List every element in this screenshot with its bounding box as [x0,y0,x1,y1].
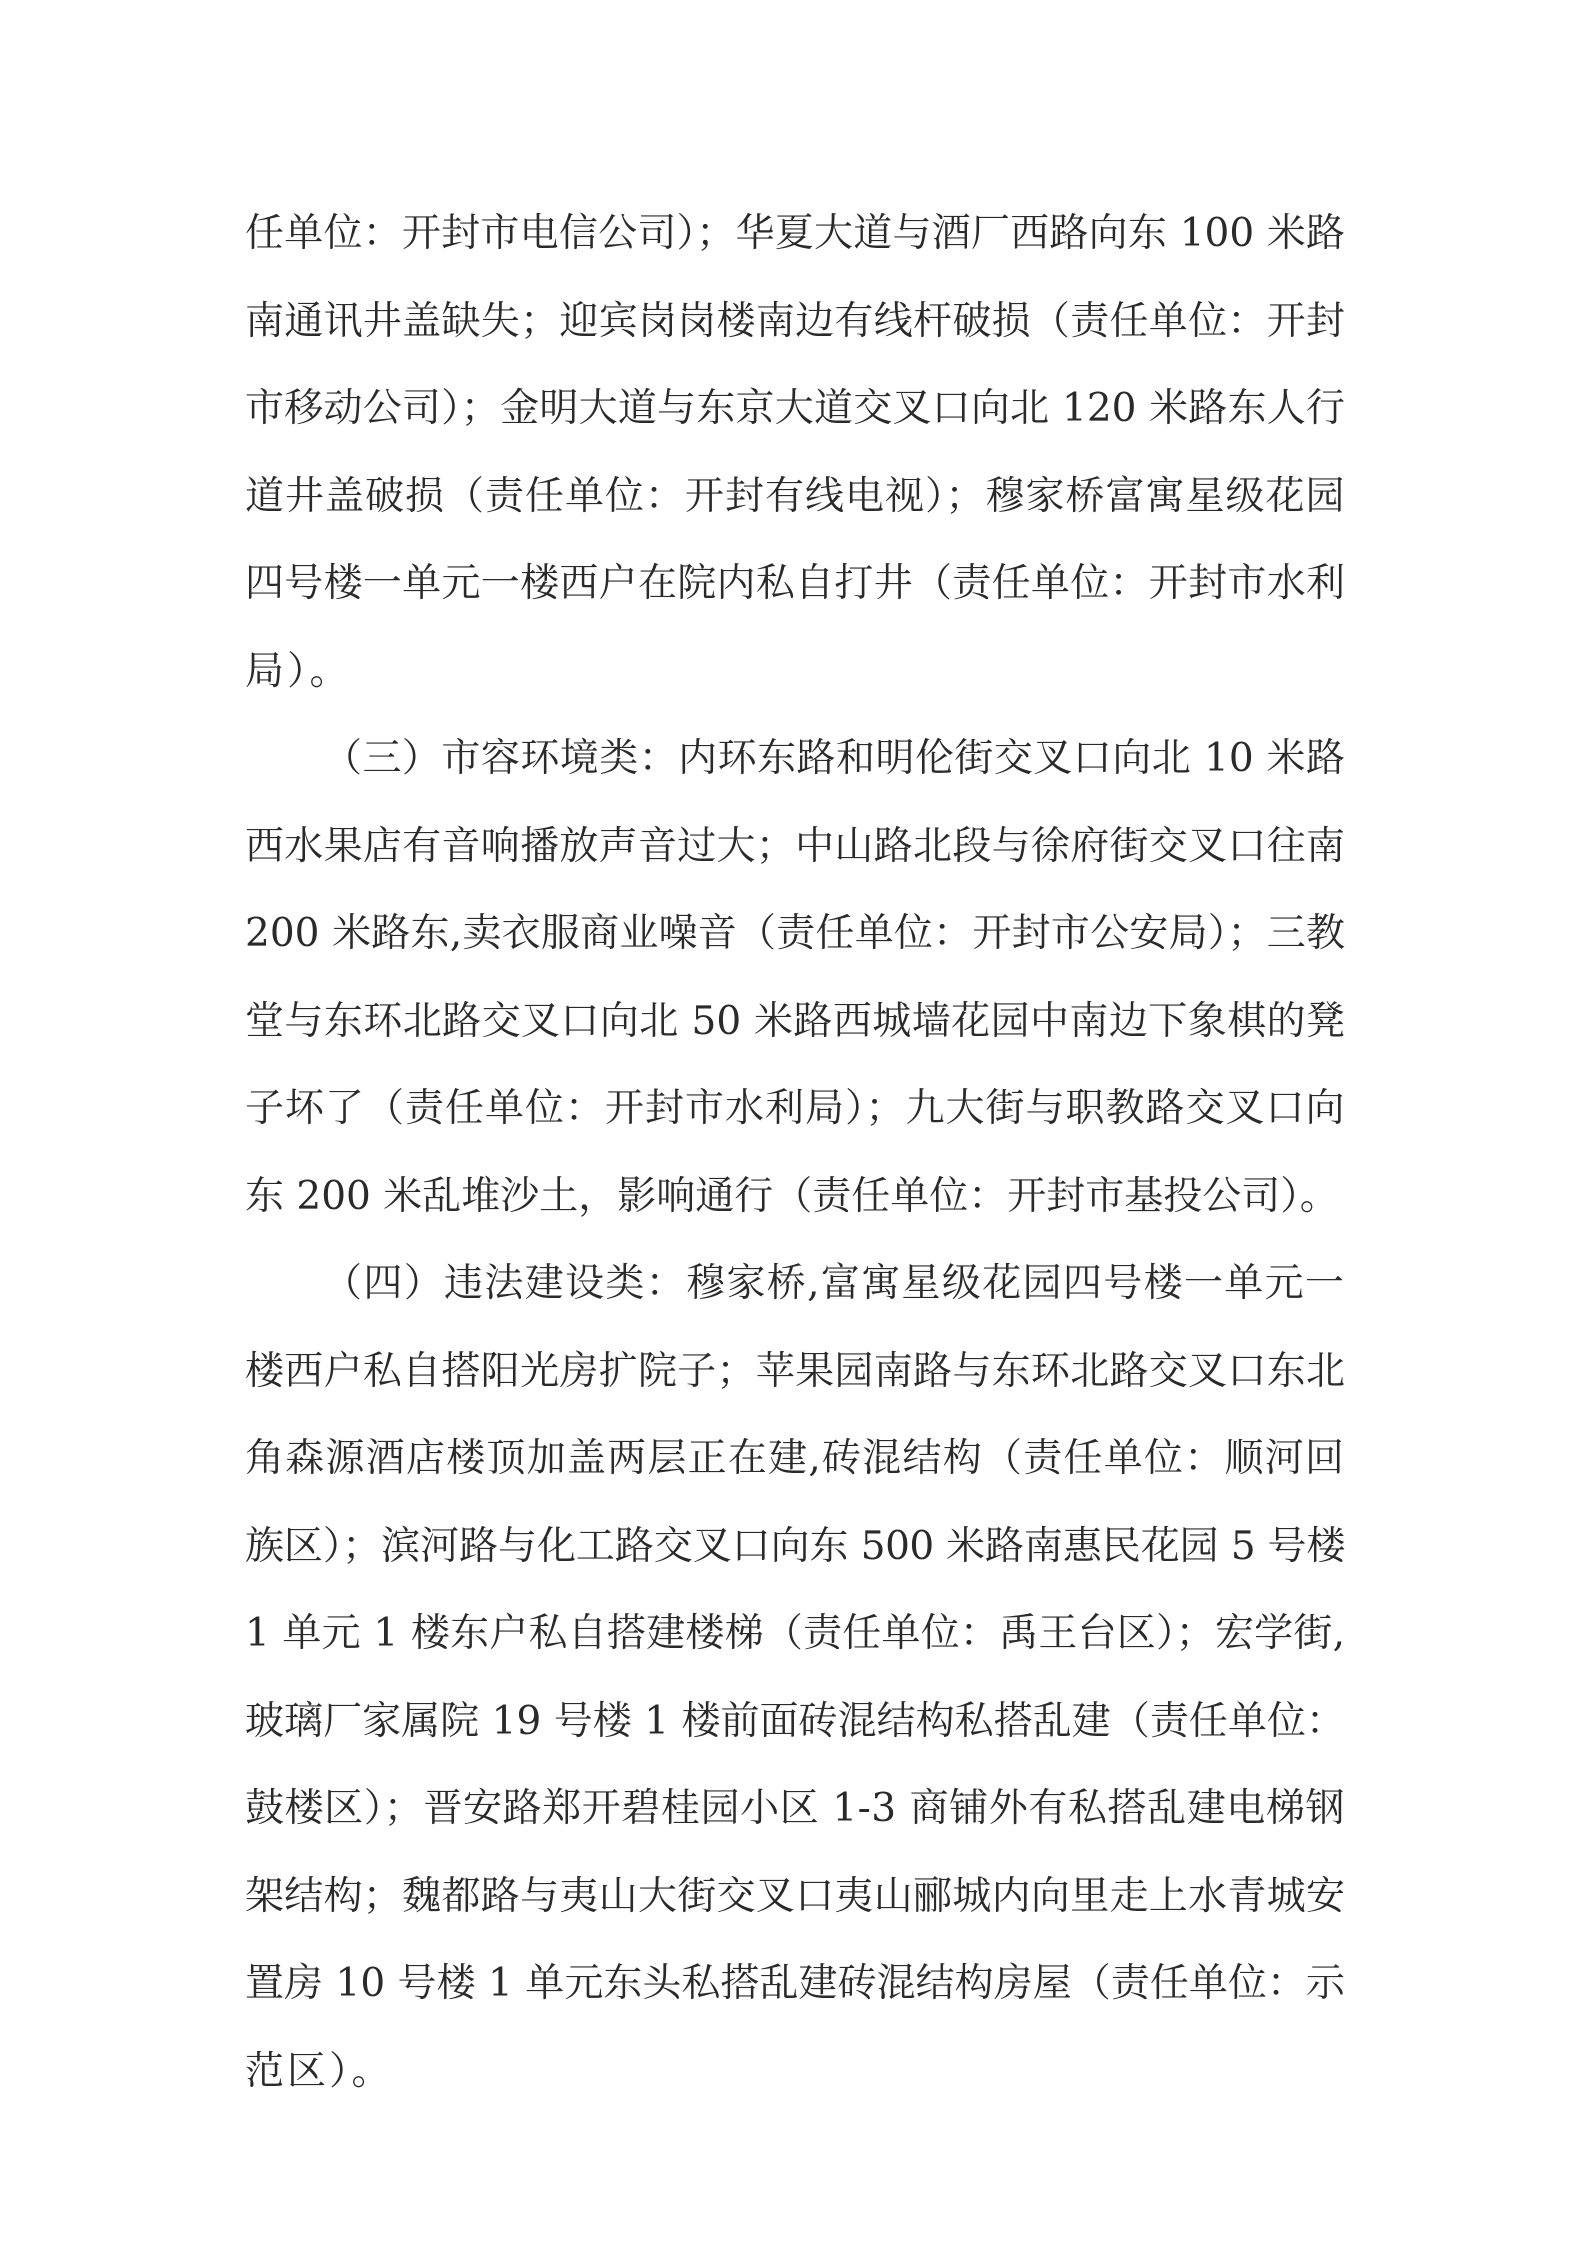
text-line: 道井盖破损（责任单位：开封有线电视）；穆家桥富寓星级花园 [245,473,1345,519]
text-line: 四号楼一单元一楼西户在院内私自打井（责任单位：开封市水利 [245,561,1345,606]
text-line: 西水果店有音响播放声音过大；中山路北段与徐府街交叉口往南 [245,823,1345,869]
text-line: 市移动公司）；金明大道与东京大道交叉口向北 120 米路东人行 [245,386,1345,431]
text-line: 置房 10 号楼 1 单元东头私搭乱建砖混结构房屋（责任单位：示 [245,1961,1345,2006]
text-line: 局）。 [245,648,352,694]
text-line: 堂与东环北路交叉口向北 50 米路西城墙花园中南边下象棋的凳 [245,998,1345,1044]
text-line: （四）违法建设类：穆家桥,富寓星级花园四号楼一单元一 [323,1261,1345,1306]
body-text [245,190,1345,2115]
text-line: 东 200 米乱堆沙土，影响通行（责任单位：开封市基投公司）。 [245,1173,1339,1219]
text-line: 架结构；魏都路与夷山大街交叉口夷山郦城内向里走上水青城安 [245,1873,1345,1919]
text-line: （三）市容环境类：内环东路和明伦街交叉口向北 10 米路 [323,736,1345,781]
text-line: 玻璃厂家属院 19 号楼 1 楼前面砖混结构私搭乱建（责任单位： [245,1698,1345,1744]
text-line: 角森源酒店楼顶加盖两层正在建,砖混结构（责任单位：顺河回 [245,1436,1345,1481]
text-line: 楼西户私自搭阳光房扩院子；苹果园南路与东环北路交叉口东北 [245,1348,1345,1394]
text-line: 1 单元 1 楼东户私自搭建楼梯（责任单位：禹王台区）；宏学街, [245,1611,1345,1656]
text-line: 子坏了（责任单位：开封市水利局）；九大街与职教路交叉口向 [245,1086,1345,1131]
text-line: 鼓楼区）；晋安路郑开碧桂园小区 1-3 商铺外有私搭乱建电梯钢 [245,1786,1345,1831]
text-line: 族区）；滨河路与化工路交叉口向东 500 米路南惠民花园 5 号楼 [245,1523,1345,1569]
text-line: 范区）。 [245,2048,394,2094]
text-line: 任单位：开封市电信公司）；华夏大道与酒厂西路向东 100 米路 [245,211,1345,256]
text-line: 200 米路东,卖衣服商业噪音（责任单位：开封市公安局）；三教 [245,911,1345,956]
text-line: 南通讯井盖缺失；迎宾岗岗楼南边有线杆破损（责任单位：开封 [245,298,1345,344]
